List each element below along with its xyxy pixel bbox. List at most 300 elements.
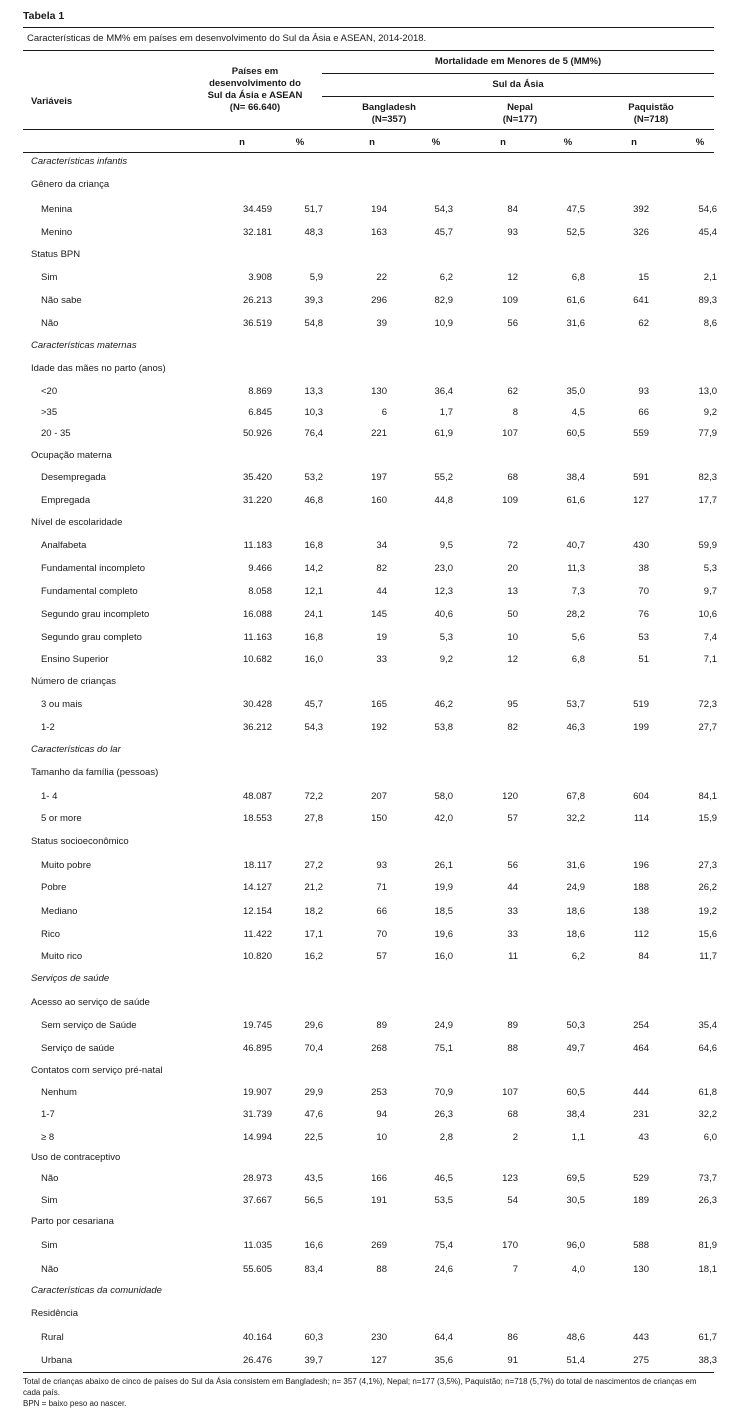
- table-row: [23, 1041, 717, 1057]
- cell-n: 18.117: [243, 860, 272, 871]
- cell-pct: 29,6: [304, 1020, 323, 1031]
- cell-n: 591: [633, 472, 649, 483]
- cell-n: 443: [633, 1332, 649, 1343]
- cell-n: 165: [371, 699, 387, 710]
- cell-pct: 31,6: [566, 860, 585, 871]
- cell-n: 13: [507, 586, 518, 597]
- cell-n: 48.087: [242, 791, 272, 802]
- cell-n: 94: [376, 1109, 387, 1120]
- row-label: Uso de contraceptivo: [31, 1152, 121, 1163]
- cell-pct: 27,7: [698, 722, 717, 733]
- group-row: [23, 1063, 714, 1079]
- table-row: [23, 720, 717, 736]
- cell-pct: 56,5: [304, 1195, 323, 1206]
- cell-pct: 26,1: [434, 860, 453, 871]
- cell-pct: 24,9: [434, 1020, 453, 1031]
- cell-n: 12: [507, 272, 518, 283]
- row-label: Residência: [31, 1308, 78, 1319]
- row-label: 3 ou mais: [41, 699, 83, 710]
- cell-n: 253: [371, 1087, 387, 1098]
- table-row: [23, 607, 717, 623]
- cell-n: 15: [638, 272, 649, 283]
- group-row: [23, 995, 714, 1011]
- subheader-pct: %: [695, 137, 705, 148]
- row-label: Ocupação materna: [31, 450, 112, 461]
- cell-n: 70: [638, 586, 649, 597]
- row-label: Sem serviço de Saúde: [41, 1020, 137, 1031]
- table-row: [23, 904, 717, 920]
- table-row: [23, 880, 717, 896]
- cell-n: 392: [633, 204, 649, 215]
- row-label: Nível de escolaridade: [31, 517, 123, 528]
- group-row: [23, 247, 714, 263]
- cell-pct: 18,2: [304, 906, 323, 917]
- cell-n: 10.820: [242, 951, 272, 962]
- cell-n: 33: [376, 654, 387, 665]
- table-row: [23, 293, 717, 309]
- row-label: Acesso ao serviço de saúde: [31, 997, 150, 1008]
- row-label: Empregada: [41, 495, 91, 506]
- cell-pct: 9,7: [703, 586, 717, 597]
- cell-pct: 60,3: [304, 1332, 323, 1343]
- cell-pct: 64,4: [434, 1332, 453, 1343]
- country-name: Paquistão: [628, 102, 674, 113]
- cell-n: 31.220: [242, 495, 272, 506]
- cell-pct: 38,4: [566, 472, 585, 483]
- row-label: Número de crianças: [31, 676, 117, 687]
- cell-pct: 45,7: [434, 227, 453, 238]
- cell-n: 127: [371, 1355, 387, 1366]
- cell-pct: 7,4: [703, 632, 717, 643]
- group-row: [23, 515, 714, 531]
- row-label: Tamanho da família (pessoas): [31, 767, 159, 778]
- footnote: BPN = baixo peso ao nascer.: [23, 1399, 127, 1408]
- cell-n: 268: [371, 1043, 387, 1054]
- section-row: [23, 971, 714, 987]
- row-label: <20: [41, 386, 58, 397]
- cell-pct: 96,0: [566, 1240, 585, 1251]
- group-row: [23, 1306, 714, 1322]
- cell-n: 120: [502, 791, 518, 802]
- cell-pct: 46,5: [434, 1173, 453, 1184]
- row-label: ≥ 8: [41, 1132, 55, 1143]
- section-row: [23, 1283, 714, 1299]
- row-label: 1- 4: [41, 791, 58, 802]
- cell-pct: 84,1: [698, 791, 717, 802]
- cell-n: 254: [633, 1020, 649, 1031]
- cell-pct: 40,6: [434, 609, 453, 620]
- cell-pct: 45,4: [698, 227, 717, 238]
- header-variables: Variáveis: [31, 96, 73, 107]
- row-label: 1-2: [41, 722, 55, 733]
- group-row: [23, 765, 714, 781]
- cell-pct: 64,6: [698, 1043, 717, 1054]
- cell-n: 76: [638, 609, 649, 620]
- cell-pct: 46,2: [434, 699, 453, 710]
- cell-n: 14.994: [242, 1132, 272, 1143]
- header-south-asia-rule: [322, 96, 714, 97]
- cell-pct: 46,3: [566, 722, 585, 733]
- cell-n: 37.667: [242, 1195, 272, 1206]
- cell-pct: 32,2: [698, 1109, 717, 1120]
- cell-pct: 47,6: [304, 1109, 323, 1120]
- cell-n: 10: [507, 632, 518, 643]
- row-label: Mediano: [41, 906, 78, 917]
- cell-n: 189: [633, 1195, 649, 1206]
- cell-n: 84: [638, 951, 649, 962]
- row-label: Ensino Superior: [41, 654, 109, 665]
- cell-pct: 83,4: [304, 1264, 323, 1275]
- cell-n: 68: [507, 1109, 518, 1120]
- cell-n: 71: [376, 882, 387, 893]
- group-row: [23, 1214, 714, 1230]
- cell-n: 39: [376, 318, 387, 329]
- cell-n: 34: [376, 540, 387, 551]
- cell-pct: 89,3: [698, 295, 717, 306]
- cell-n: 56: [507, 860, 518, 871]
- row-label: Serviço de saúde: [41, 1043, 115, 1054]
- row-label: Menina: [41, 204, 73, 215]
- table-row: [23, 789, 717, 805]
- cell-n: 31.739: [242, 1109, 272, 1120]
- row-label: Muito pobre: [41, 860, 92, 871]
- cell-pct: 5,9: [309, 272, 323, 283]
- section-row: [23, 742, 714, 758]
- row-label: Não: [41, 1173, 59, 1184]
- cell-pct: 67,8: [566, 791, 585, 802]
- cell-n: 20: [507, 563, 518, 574]
- row-label: Gênero da criança: [31, 179, 110, 190]
- cell-pct: 27,3: [698, 860, 717, 871]
- cell-n: 19: [376, 632, 387, 643]
- cell-n: 145: [371, 609, 387, 620]
- cell-n: 207: [371, 791, 387, 802]
- cell-n: 35.420: [242, 472, 272, 483]
- country-n: (N=357): [371, 114, 407, 125]
- cell-pct: 82,9: [434, 295, 453, 306]
- cell-n: 10: [376, 1132, 387, 1143]
- cell-pct: 24,9: [566, 882, 585, 893]
- cell-pct: 21,2: [304, 882, 323, 893]
- table-row: [23, 1107, 717, 1123]
- cell-pct: 32,2: [566, 813, 585, 824]
- group-row: [23, 834, 714, 850]
- cell-n: 188: [633, 882, 649, 893]
- subheader-pct: %: [563, 137, 573, 148]
- cell-pct: 58,0: [434, 791, 453, 802]
- header-group1-line: Sul da Ásia e ASEAN: [207, 90, 303, 101]
- cell-pct: 35,0: [566, 386, 585, 397]
- cell-pct: 11,7: [699, 951, 717, 962]
- row-label: Não sabe: [41, 295, 82, 306]
- cell-pct: 60,5: [566, 428, 585, 439]
- cell-pct: 5,3: [439, 632, 453, 643]
- cell-n: 19.907: [242, 1087, 272, 1098]
- row-label: Segundo grau incompleto: [41, 609, 150, 620]
- header-group1-line: desenvolvimento do: [209, 78, 301, 89]
- cell-n: 296: [371, 295, 387, 306]
- cell-pct: 44,8: [434, 495, 453, 506]
- cell-pct: 27,2: [304, 860, 323, 871]
- cell-pct: 47,5: [566, 204, 585, 215]
- cell-n: 519: [633, 699, 649, 710]
- cell-pct: 9,2: [439, 654, 453, 665]
- table-row: [23, 470, 717, 486]
- cell-n: 231: [633, 1109, 649, 1120]
- cell-n: 82: [376, 563, 387, 574]
- cell-pct: 19,6: [434, 929, 453, 940]
- cell-n: 12.154: [242, 906, 272, 917]
- cell-pct: 8,6: [703, 318, 717, 329]
- cell-pct: 24,6: [434, 1264, 453, 1275]
- row-label: Não: [41, 318, 59, 329]
- cell-pct: 1,1: [571, 1132, 585, 1143]
- cell-pct: 70,9: [434, 1087, 453, 1098]
- group-row: [23, 1150, 714, 1166]
- cell-pct: 16,0: [434, 951, 453, 962]
- subheader-pct: %: [431, 137, 441, 148]
- cell-n: 50.926: [242, 428, 272, 439]
- cell-pct: 5,3: [703, 563, 717, 574]
- subheader-n: n: [500, 137, 506, 148]
- cell-pct: 50,3: [566, 1020, 585, 1031]
- cell-pct: 61,6: [566, 295, 585, 306]
- cell-pct: 13,0: [698, 386, 717, 397]
- cell-pct: 6,0: [703, 1132, 717, 1143]
- cell-pct: 18,6: [566, 929, 585, 940]
- cell-pct: 72,3: [698, 699, 717, 710]
- cell-n: 44: [507, 882, 518, 893]
- cell-pct: 9,5: [439, 540, 453, 551]
- cell-n: 93: [507, 227, 518, 238]
- cell-pct: 10,6: [698, 609, 717, 620]
- cell-pct: 53,8: [434, 722, 453, 733]
- cell-n: 62: [638, 318, 649, 329]
- header-group1-line: (N= 66.640): [229, 102, 281, 113]
- cell-pct: 7,3: [571, 586, 585, 597]
- header-rule: [23, 129, 714, 130]
- cell-n: 123: [502, 1173, 518, 1184]
- cell-pct: 18,1: [698, 1264, 717, 1275]
- group-row: [23, 361, 714, 377]
- cell-n: 11.422: [243, 929, 272, 940]
- cell-pct: 75,1: [434, 1043, 453, 1054]
- row-label: Características maternas: [31, 340, 137, 351]
- cell-n: 430: [633, 540, 649, 551]
- cell-n: 11.183: [243, 540, 272, 551]
- table-row: [23, 1193, 717, 1209]
- header-south-asia: Sul da Ásia: [492, 79, 544, 90]
- cell-n: 109: [502, 495, 518, 506]
- cell-pct: 26,2: [698, 882, 717, 893]
- row-label: Sim: [41, 272, 58, 283]
- cell-n: 326: [633, 227, 649, 238]
- cell-n: 88: [507, 1043, 518, 1054]
- header-country-bangladesh: [326, 102, 452, 126]
- country-name: Nepal: [507, 102, 533, 113]
- cell-n: 11: [508, 951, 518, 962]
- cell-pct: 22,5: [304, 1132, 323, 1143]
- cell-pct: 16,8: [304, 540, 323, 551]
- cell-n: 444: [633, 1087, 649, 1098]
- cell-n: 43: [638, 1132, 649, 1143]
- table-row: [23, 858, 717, 874]
- cell-n: 199: [633, 722, 649, 733]
- row-label: Menino: [41, 227, 73, 238]
- cell-n: 269: [371, 1240, 387, 1251]
- cell-pct: 53,7: [566, 699, 585, 710]
- cell-pct: 69,5: [566, 1173, 585, 1184]
- cell-pct: 17,1: [304, 929, 323, 940]
- cell-n: 32.181: [242, 227, 272, 238]
- header-group1-line: Países em: [231, 66, 279, 77]
- cell-pct: 16,6: [304, 1240, 323, 1251]
- subheader-n: n: [369, 137, 375, 148]
- row-label: 1-7: [41, 1109, 55, 1120]
- cell-pct: 26,3: [698, 1195, 717, 1206]
- cell-n: 84: [507, 204, 518, 215]
- group-row: [23, 177, 714, 193]
- table-row: [23, 426, 717, 442]
- cell-pct: 48,6: [566, 1332, 585, 1343]
- table-row: [23, 384, 717, 400]
- footnote: Total de crianças abaixo de cinco de países do Sul da Ásia consistem em Bangladesh; n= 357 (4,1%), Nepal; n=177 (3,5%), Paquistão; n=718 (5,7%) do total de nascimentos de crianças em cada país.: [23, 1377, 697, 1397]
- cell-pct: 76,4: [304, 428, 323, 439]
- cell-n: 6.845: [248, 407, 272, 418]
- cell-pct: 9,2: [703, 407, 717, 418]
- cell-pct: 12,3: [434, 586, 453, 597]
- cell-pct: 77,9: [698, 428, 717, 439]
- cell-pct: 2,8: [439, 1132, 453, 1143]
- cell-n: 33: [507, 929, 518, 940]
- cell-n: 50: [507, 609, 518, 620]
- country-n: (N=177): [502, 114, 538, 125]
- cell-pct: 61,6: [566, 495, 585, 506]
- table-row: [23, 405, 717, 421]
- cell-pct: 61,9: [434, 428, 453, 439]
- subheader-rule: [23, 152, 714, 153]
- cell-n: 70: [376, 929, 387, 940]
- cell-pct: 26,3: [434, 1109, 453, 1120]
- table-row: [23, 493, 717, 509]
- cell-n: 57: [376, 951, 387, 962]
- cell-n: 170: [502, 1240, 518, 1251]
- cell-n: 464: [633, 1043, 649, 1054]
- cell-pct: 55,2: [434, 472, 453, 483]
- row-label: Pobre: [41, 882, 67, 893]
- cell-pct: 54,8: [304, 318, 323, 329]
- cell-n: 36.212: [242, 722, 272, 733]
- cell-pct: 54,3: [434, 204, 453, 215]
- cell-n: 11.163: [243, 632, 272, 643]
- subheader-row: [23, 135, 714, 151]
- table-row: [23, 697, 717, 713]
- cell-pct: 6,2: [439, 272, 453, 283]
- row-label: 20 - 35: [41, 428, 71, 439]
- cell-n: 196: [633, 860, 649, 871]
- cell-pct: 28,2: [566, 609, 585, 620]
- cell-n: 192: [371, 722, 387, 733]
- cell-pct: 12,1: [304, 586, 323, 597]
- row-label: Analfabeta: [41, 540, 87, 551]
- header-group1: [190, 66, 320, 114]
- cell-n: 163: [371, 227, 387, 238]
- cell-pct: 60,5: [566, 1087, 585, 1098]
- row-label: Fundamental incompleto: [41, 563, 146, 574]
- cell-n: 26.213: [242, 295, 272, 306]
- cell-n: 14.127: [242, 882, 272, 893]
- cell-pct: 39,7: [304, 1355, 323, 1366]
- cell-pct: 36,4: [434, 386, 453, 397]
- table-row: [23, 927, 717, 943]
- cell-n: 18.553: [242, 813, 272, 824]
- cell-pct: 61,8: [698, 1087, 717, 1098]
- cell-n: 588: [633, 1240, 649, 1251]
- table-row: [23, 1238, 717, 1254]
- group-row: [23, 448, 714, 464]
- cell-pct: 73,7: [698, 1173, 717, 1184]
- cell-pct: 42,0: [434, 813, 453, 824]
- cell-n: 194: [371, 204, 387, 215]
- cell-n: 55.605: [242, 1264, 272, 1275]
- cell-n: 30.428: [242, 699, 272, 710]
- cell-n: 66: [376, 906, 387, 917]
- cell-pct: 6,8: [571, 654, 585, 665]
- cell-n: 7: [512, 1264, 518, 1275]
- cell-pct: 43,5: [304, 1173, 323, 1184]
- cell-n: 34.459: [242, 204, 272, 215]
- cell-pct: 15,6: [698, 929, 717, 940]
- cell-n: 6: [381, 407, 387, 418]
- table-row: [23, 225, 717, 241]
- row-label: Rico: [41, 929, 61, 940]
- cell-n: 604: [633, 791, 649, 802]
- cell-n: 86: [507, 1332, 518, 1343]
- cell-n: 221: [371, 428, 387, 439]
- cell-pct: 61,7: [698, 1332, 717, 1343]
- row-label: >35: [41, 407, 58, 418]
- cell-pct: 31,6: [566, 318, 585, 329]
- row-label: Urbana: [41, 1355, 73, 1366]
- cell-pct: 51,7: [304, 204, 323, 215]
- cell-n: 93: [638, 386, 649, 397]
- cell-n: 166: [371, 1173, 387, 1184]
- table-row: [23, 1085, 717, 1101]
- cell-pct: 53,5: [434, 1195, 453, 1206]
- bottom-rule: [23, 1372, 714, 1373]
- cell-n: 62: [507, 386, 518, 397]
- table-row: [23, 949, 717, 965]
- cell-pct: 35,4: [698, 1020, 717, 1031]
- table-row: [23, 1130, 717, 1146]
- cell-n: 8.058: [248, 586, 272, 597]
- subheader-n: n: [631, 137, 637, 148]
- header-country-paquistao: [588, 102, 714, 126]
- cell-pct: 19,2: [698, 906, 717, 917]
- cell-pct: 40,7: [566, 540, 585, 551]
- section-row: [23, 338, 714, 354]
- cell-pct: 70,4: [304, 1043, 323, 1054]
- cell-pct: 1,7: [439, 407, 453, 418]
- cell-n: 28.973: [242, 1173, 272, 1184]
- group-row: [23, 674, 714, 690]
- cell-n: 88: [376, 1264, 387, 1275]
- row-label: Status socioeconômico: [31, 836, 129, 847]
- cell-n: 66: [638, 407, 649, 418]
- cell-n: 130: [633, 1264, 649, 1275]
- country-n: (N=718): [633, 114, 669, 125]
- country-name: Bangladesh: [362, 102, 416, 113]
